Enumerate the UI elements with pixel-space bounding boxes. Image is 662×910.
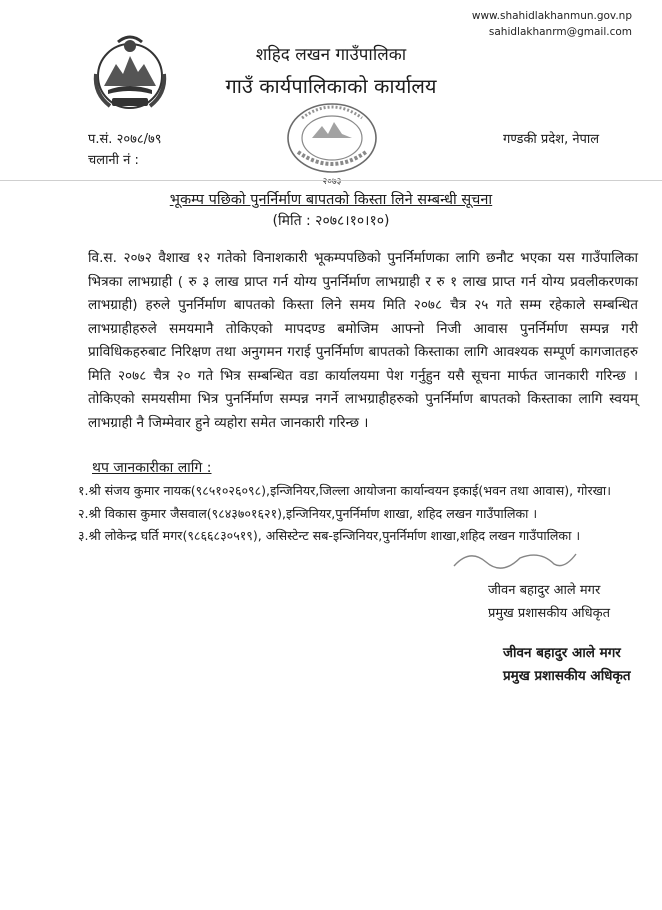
notice-subject-text: भूकम्प पछिको पुनर्निर्माण बापतको किस्ता लिने सम्बन्धी सूचना [169, 192, 493, 208]
signatory-name: जीवन बहादुर आले मगर [488, 583, 601, 598]
province-location: गण्डकी प्रदेश, नेपाल [503, 132, 600, 147]
header-divider [0, 180, 662, 181]
signatory-title: प्रमुख प्रशासकीय अधिकृत [488, 606, 611, 621]
contact-person-2: २.श्री विकास कुमार जैसवाल(९८४३७०१६२१),इन्जिनियर,पुनर्निर्माण शाखा, शहिद लखन गाउँपालिका । [78, 506, 538, 521]
signatory-stamp-title: प्रमुख प्रशासकीय अधिकृत [503, 668, 631, 684]
signatory-stamp-name: जीवन बहादुर आले मगर [503, 645, 621, 661]
office-seal-stamp [268, 98, 396, 188]
signature-mark [450, 540, 580, 574]
email-text: sahidlakhanrm@gmail.com [488, 26, 632, 38]
dispatch-number: चलानी नं : [88, 153, 139, 168]
notice-body: वि.स. २०७२ वैशाख १२ गतेको विनाशकारी भूकम्पपछिको पुनर्निर्माणका लागि छनौट भएका यस गाउँपालिका भित्रका लाभग्राही ( रु ३ लाख प्राप्त गर्न योग्य पुनर्निर्माण लाभग्राही र रु १ लाख प्राप्त गर्न योग्य प्रवलीकरणका लाभग्राही) हरुले पुनर्निर्माण बापतको किस्ता लिने समय मिति २०७८ चैत्र २५ गते सम्म रहेकाले सम्बन्धित लाभग्राहीहरुले समयमानै तोकिएको मापदण्ड बमोजिम आफ्नो निजी आवास पुनर्निर्माण सम्पन्न गरी प्राविधिकहरुबाट निरिक्षण तथा अनुगमन गराई पुनर्निर्माण बापतको किस्ताका लागि आवश्यक सम्पूर्ण कागजातहरु मिति २०७८ चैत्र २० गते भित्र सम्बन्धित वडा कार्यालयमा पेश गर्नुहुन यसै सूचना मार्फत जानकारी गरिन्छ । तोकिएको समयसीमा भित्र पुनर्निर्माण सम्पन्न नगर्ने लाभग्राहीहरुको पुनर्निर्माण बापतको किस्ताका लागि स्वयम् लाभग्राही नै जिम्मेवार हुने व्यहोरा समेत जानकारी गरिन्छ । [88, 250, 638, 431]
contact-person-1: १.श्री संजय कुमार नायक(९८५१०२६०९८),इन्जिनियर,जिल्ला आयोजना कार्यान्वयन इकाई(भवन तथा आवास), गोरखा। [78, 483, 611, 498]
notice-subject [0, 189, 662, 209]
reference-number: प.सं. २०७८/७९ [88, 132, 162, 147]
more-info-heading: थप जानकारीका लागि : [92, 460, 212, 476]
org-name-line2: गाउँ कार्यपालिकाको कार्यालय [225, 74, 437, 98]
notice-date: (मिति : २०७८।१०।१०) [272, 213, 390, 229]
website-text: www.shahidlakhanmun.gov.np [471, 10, 632, 22]
seal-year-text: २०७३ [322, 177, 342, 187]
contact-person-3: ३.श्री लोकेन्द्र घर्ति मगर(९८६६८३०५१९), असिस्टेन्ट सब-इन्जिनियर,पुनर्निर्माण शाखा,शहिद लखन गाउँपालिका । [78, 528, 581, 543]
org-name-line1: शहिद लखन गाउँपालिका [255, 45, 407, 65]
